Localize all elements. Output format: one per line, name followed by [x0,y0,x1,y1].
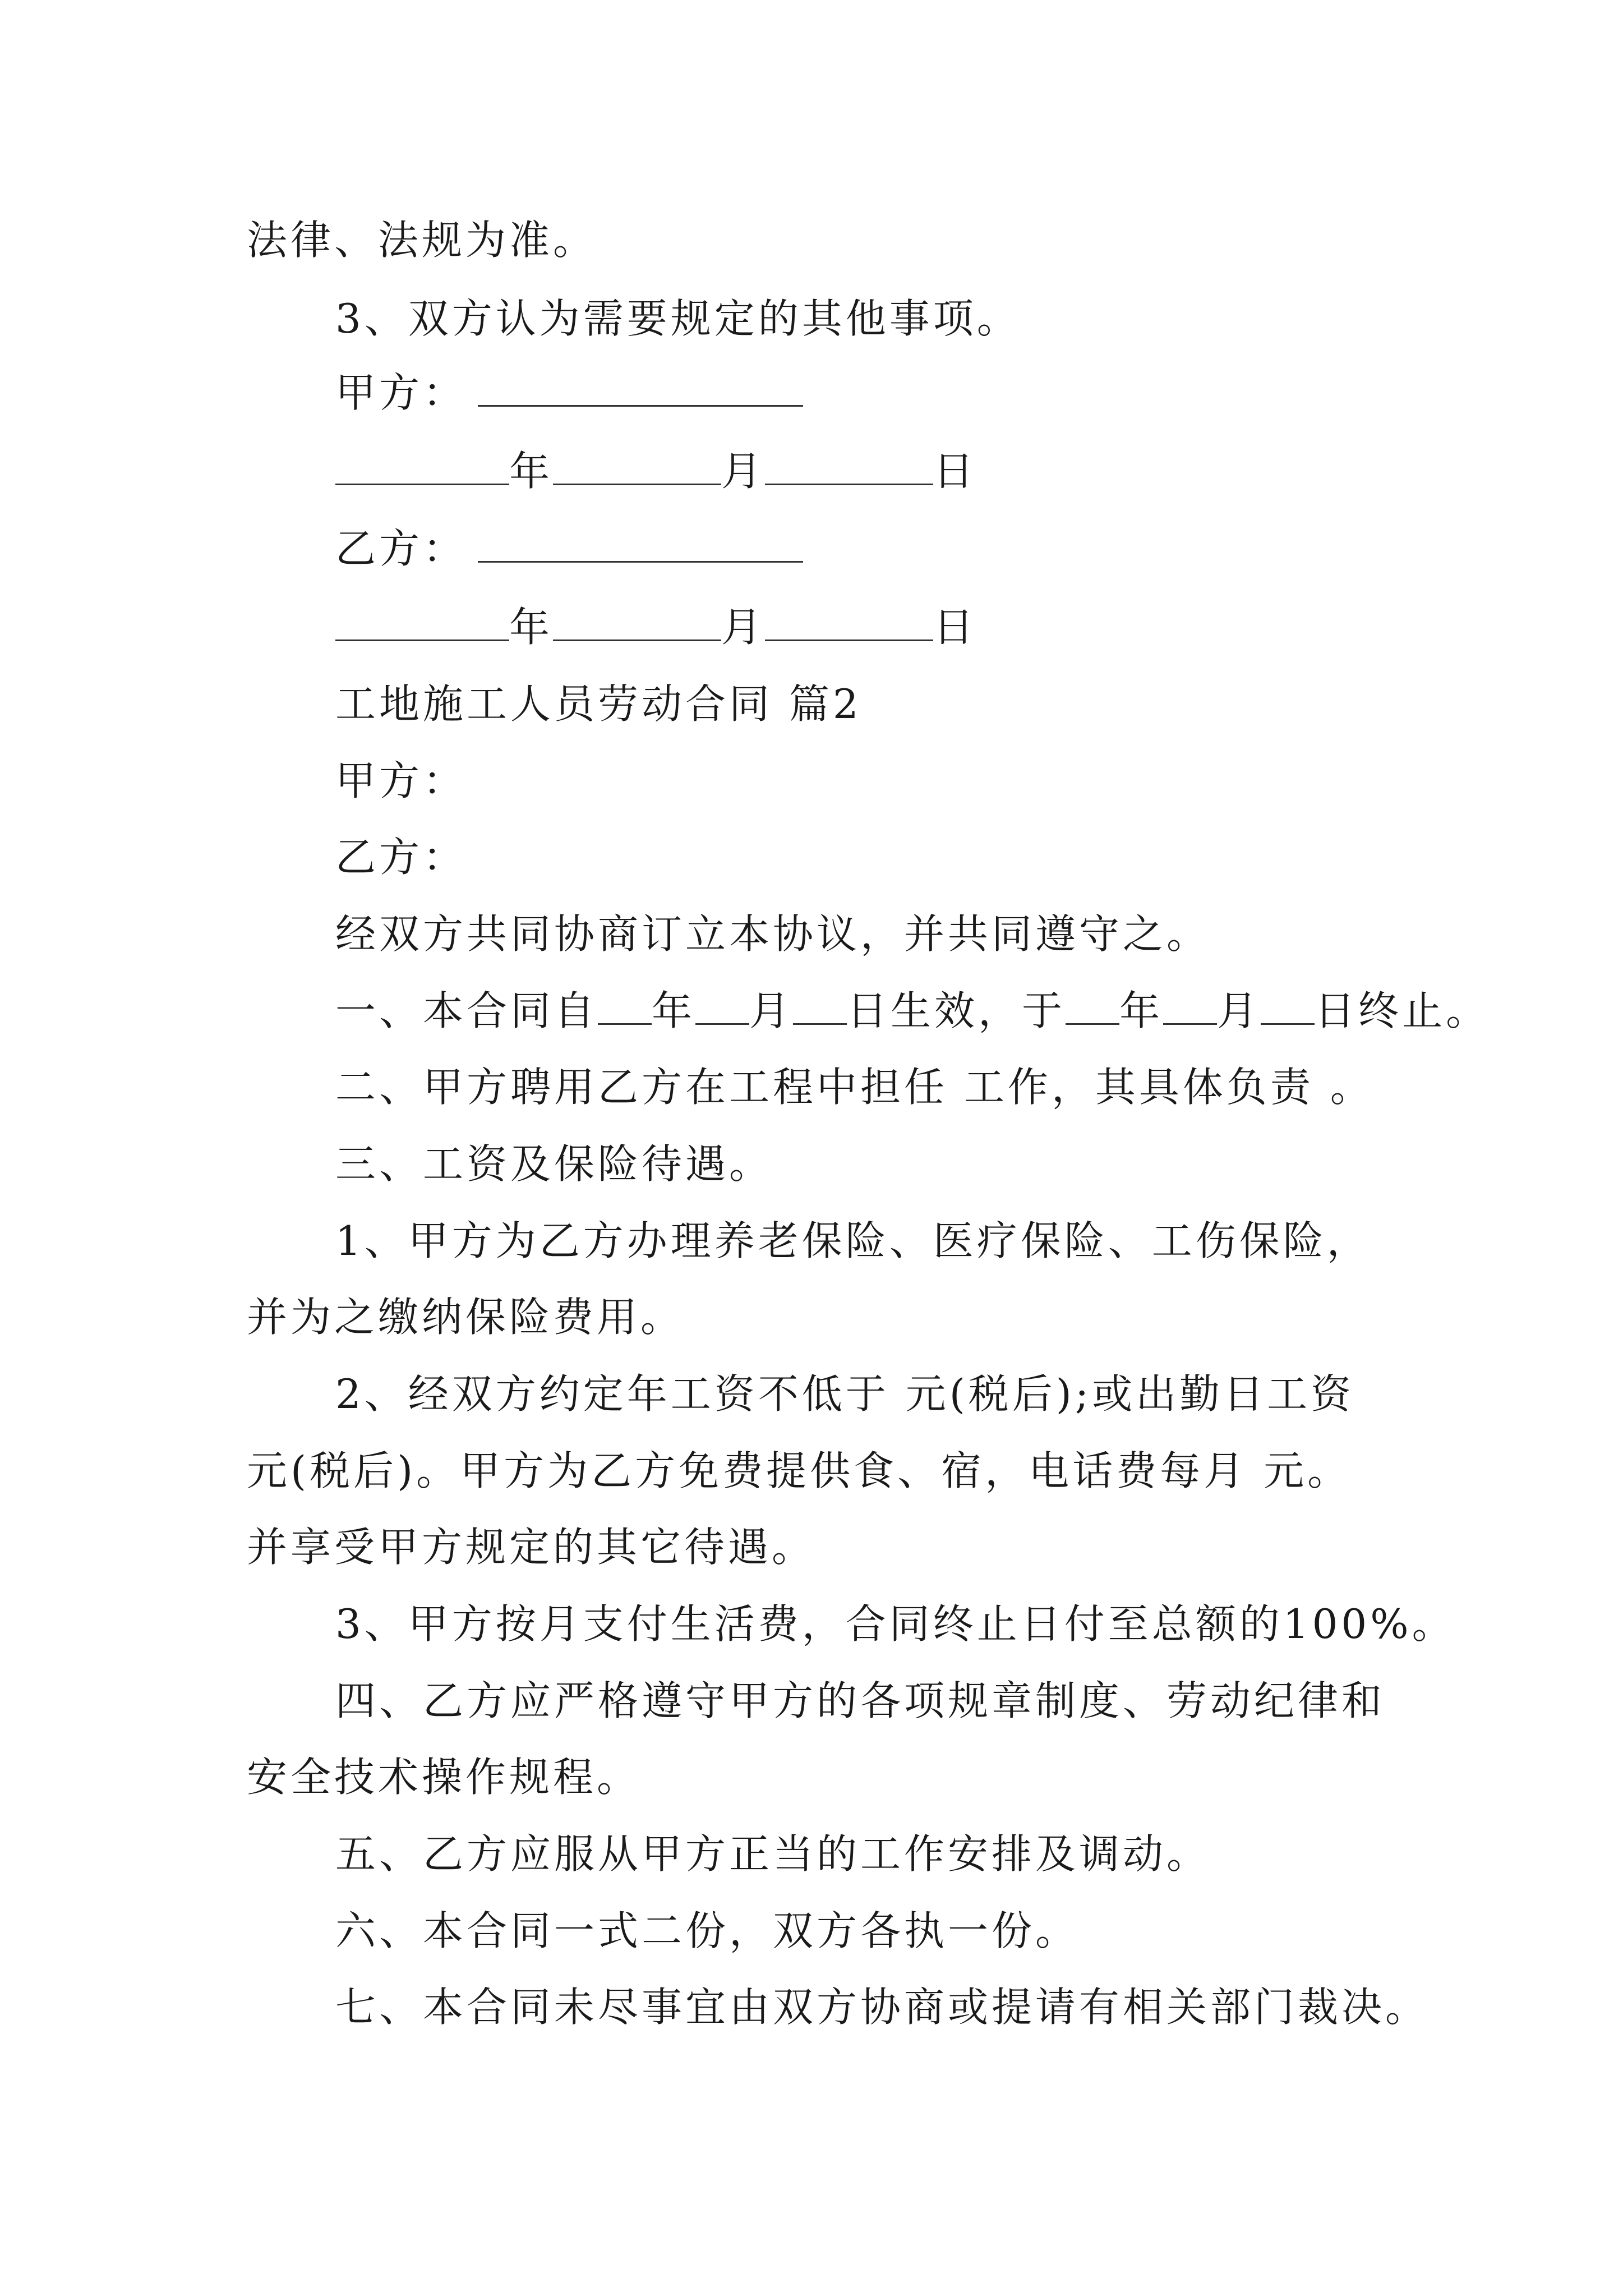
party-b-signature-line [335,521,803,577]
section-title: 工地施工人员劳动合同 篇2 [335,680,862,728]
clause-1-text: 一、本合同自 [335,987,598,1034]
clause-1-text: 日生效，于 [847,987,1066,1034]
year-blank [335,450,509,485]
month-label: 月 [721,604,766,651]
clause-1-text: 月 [749,987,794,1034]
intro-line: 经双方共同协商订立本协议，并共同遵守之。 [335,910,1211,958]
clause-4: 四、乙方应严格遵守甲方的各项规章制度、劳动纪律和 [335,1677,1386,1724]
clause-6: 六、本合同一式二份，双方各执一份。 [335,1907,1080,1954]
clause-1-text: 年 [1119,987,1164,1034]
party-a-signature-line [335,365,803,421]
clause-3-2: 2、经双方约定年工资不低于 元(税后);或出勤日工资 [335,1370,1355,1418]
blank [793,990,847,1025]
clause-3-3: 3、甲方按月支付生活费，合同终止日付至总额的100%。 [335,1600,1456,1648]
year-blank [335,606,509,641]
month-label: 月 [721,448,766,495]
day-label: 日 [933,604,978,651]
day-label: 日 [933,448,978,495]
party-a-line: 甲方： [335,757,467,804]
month-blank [553,450,721,485]
clause-1-text: 日终止。 [1315,987,1490,1034]
year-label: 年 [509,448,554,495]
party-b-label: 乙方： [335,525,467,572]
blank [1163,990,1217,1025]
clause-3-1-cont: 并为之缴纳保险费用。 [247,1294,685,1341]
party-b-line: 乙方： [335,834,467,881]
clause-5: 五、乙方应服从甲方正当的工作安排及调动。 [335,1830,1211,1878]
blank [1066,990,1119,1025]
day-blank [765,606,933,641]
clause-3-1: 1、甲方为乙方办理养老保险、医疗保险、工伤保险， [335,1217,1371,1264]
clause-3-2-cont: 元(税后)。甲方为乙方免费提供食、宿，电话费每月 元。 [247,1447,1352,1494]
blank [1261,990,1315,1025]
clause-1 [335,983,1490,1039]
party-a-date-line [335,443,977,499]
signature-blank [478,527,803,563]
clause-1-text: 年 [652,987,696,1034]
clause-3: 三、工资及保险待遇。 [335,1140,773,1188]
signature-blank [478,371,803,407]
blank [695,990,749,1025]
year-label: 年 [509,604,554,651]
party-b-date-line [335,599,977,655]
clause-1-text: 月 [1217,987,1261,1034]
clause-2: 二、甲方聘用乙方在工程中担任 工作，其具体负责 。 [335,1064,1374,1111]
party-a-label: 甲方： [335,369,467,416]
text-line: 3、双方认为需要规定的其他事项。 [335,295,1021,342]
clause-7: 七、本合同未尽事宜由双方协商或提请有相关部门裁决。 [335,1984,1430,2031]
clause-4-cont: 安全技术操作规程。 [247,1754,641,1801]
text-line: 法律、法规为准。 [247,217,597,264]
month-blank [553,606,721,641]
blank [598,990,652,1025]
clause-3-2-cont: 并享受甲方规定的其它待遇。 [247,1524,816,1571]
day-blank [765,450,933,485]
